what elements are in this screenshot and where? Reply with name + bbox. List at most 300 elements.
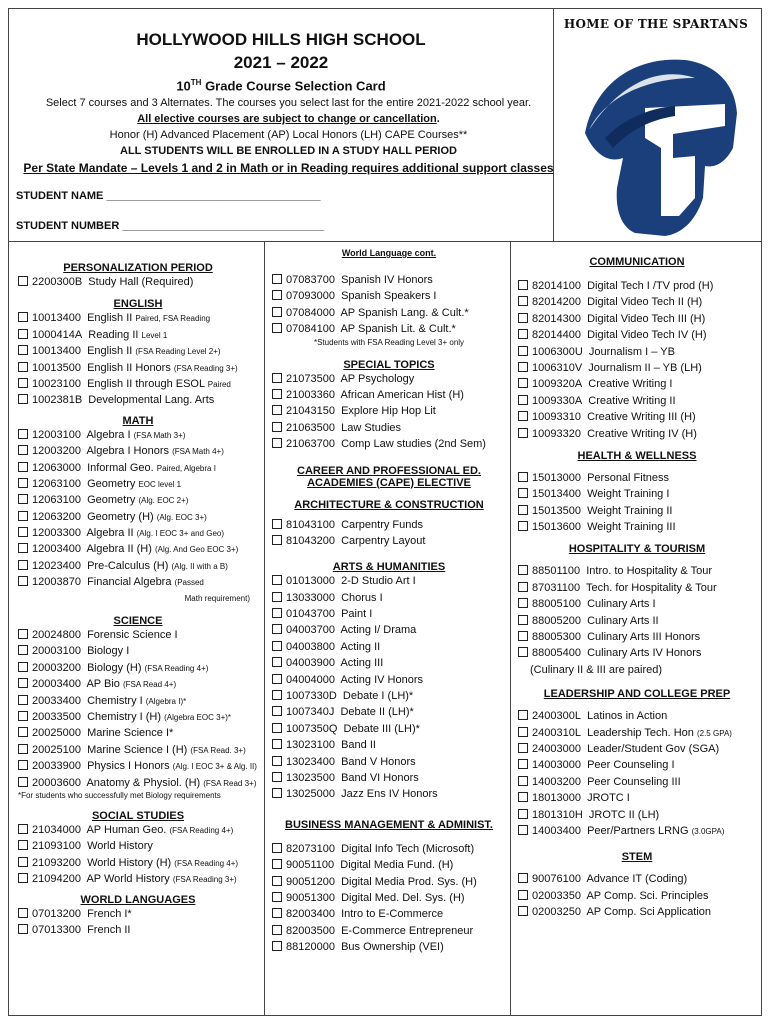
course-item[interactable] [518,823,756,839]
course-item[interactable] [18,775,258,791]
course-name: Digital Video Tech II (H) [587,296,703,309]
course-item[interactable] [18,643,258,659]
course-name: French I* [87,907,132,920]
course-name: Pre-Calculus (H) [87,559,169,572]
course-item[interactable] [518,629,756,645]
course-code: 04003700 [286,624,335,637]
checkbox[interactable] [272,739,282,749]
course-item[interactable] [518,580,756,596]
course-item[interactable] [18,574,258,590]
checkbox[interactable] [272,892,282,902]
course-name: Paint I [341,608,373,621]
course-item[interactable] [272,737,506,753]
checkbox[interactable] [272,575,282,585]
checkbox[interactable] [518,582,528,592]
checkbox[interactable] [272,519,282,529]
course-item[interactable] [518,278,756,294]
course-name: Informal Geo. [87,461,154,474]
course-item[interactable] [18,676,258,692]
checkbox[interactable] [272,405,282,415]
course-code: 12023400 [32,559,81,572]
checkbox[interactable] [272,690,282,700]
course-note: (Passed [174,578,204,588]
checkbox[interactable] [518,505,528,515]
checkbox[interactable] [18,873,28,883]
course-item[interactable] [272,622,506,638]
checkbox[interactable] [272,422,282,432]
course-item[interactable] [18,693,258,709]
checkbox[interactable] [18,629,28,639]
checkbox[interactable] [18,560,28,570]
course-item[interactable] [518,725,756,741]
checkbox[interactable] [518,727,528,737]
checkbox[interactable] [518,428,528,438]
course-item[interactable] [518,645,756,661]
checkbox[interactable] [18,645,28,655]
course-item[interactable] [272,906,506,922]
course-name: Band VI Honors [341,771,419,784]
checkbox[interactable] [272,657,282,667]
course-name: Culinary Arts IV Honors [587,647,702,660]
course-item[interactable] [18,627,258,643]
course-item[interactable] [272,387,506,403]
course-code: 20003600 [32,776,81,789]
course-item[interactable] [518,393,756,409]
course-name: Geometry [87,477,136,490]
course-item[interactable] [518,613,756,629]
course-item[interactable]: 2200300B Study Hall (Required) [18,274,258,290]
checkbox[interactable] [518,472,528,482]
course-code: 02003350 [532,889,581,902]
checkbox[interactable] [518,280,528,290]
checkbox[interactable] [518,873,528,883]
course-item[interactable] [272,939,506,955]
checkbox[interactable] [272,772,282,782]
course-item[interactable] [518,888,756,904]
checkbox[interactable] [272,290,282,300]
course-item[interactable] [272,874,506,890]
course-name: Leader/Student Gov (SGA) [587,742,720,755]
course-item[interactable] [272,923,506,939]
course-item[interactable] [18,476,258,492]
checkbox[interactable] [518,565,528,575]
checkbox[interactable] [18,276,28,286]
checkbox[interactable] [272,592,282,602]
course-item[interactable] [272,606,506,622]
course-code: 20033400 [32,694,81,707]
course-note: (FSA Reading 4+) [169,825,234,835]
checkbox[interactable] [18,543,28,553]
course-item[interactable] [272,770,506,786]
course-name: Chorus I [341,591,383,604]
checkbox[interactable] [518,825,528,835]
course-item[interactable] [272,890,506,906]
course-item[interactable] [272,420,506,436]
checkbox[interactable] [18,394,28,404]
checkbox[interactable] [518,776,528,786]
course-item[interactable] [518,563,756,579]
course-item[interactable] [18,822,258,838]
course-code: 14003200 [532,775,581,788]
course-note: (FSA Reading 3+) [172,875,237,885]
course-code: 04003800 [286,640,335,653]
course-code: 88005400 [532,647,581,660]
course-name: Marine Science I (H) [87,743,188,756]
checkbox[interactable] [272,859,282,869]
checkbox[interactable] [272,908,282,918]
course-item[interactable] [518,344,756,360]
course-item[interactable] [518,426,756,442]
course-item[interactable] [18,525,258,541]
course-item[interactable] [272,321,506,337]
course-item[interactable] [18,742,258,758]
checkbox[interactable] [272,925,282,935]
study-hall-notice: ALL STUDENTS WILL BE ENROLLED IN A STUDY HALL PERIOD [120,145,457,157]
course-item[interactable] [272,857,506,873]
course-name: Spanish Speakers I [341,290,437,303]
checkbox[interactable] [272,843,282,853]
checkbox[interactable] [18,362,28,372]
course-item[interactable] [518,757,756,773]
course-code: 13033000 [286,591,335,604]
course-name: Digital Media Prod. Sys. (H) [341,875,477,888]
course-item[interactable] [518,519,756,535]
course-name: Creative Writing IV (H) [587,427,697,440]
course-item[interactable] [518,409,756,425]
checkbox[interactable] [272,641,282,651]
checkbox[interactable] [518,906,528,916]
course-name: Debate III (LH)* [343,722,420,735]
school-name: HOLLYWOOD HILLS HIGH SCHOOL [136,30,426,49]
spartan-helmet-logo [575,38,740,238]
course-note: (Algebra EOC 3+)* [164,712,232,722]
section-title-social-studies: SOCIAL STUDIES [91,809,185,822]
checkbox[interactable] [272,307,282,317]
checkbox[interactable] [272,535,282,545]
checkbox[interactable] [518,378,528,388]
course-item[interactable] [518,807,756,823]
course-item[interactable] [518,871,756,887]
column-divider-2 [510,241,511,1016]
checkbox[interactable] [518,329,528,339]
section-title-arts: ARTS & HUMANITIES [332,561,446,574]
course-item[interactable] [18,360,258,376]
course-code: 14003400 [532,824,581,837]
checkbox[interactable] [518,710,528,720]
checkbox[interactable] [18,329,28,339]
checkbox[interactable] [18,527,28,537]
course-item[interactable] [18,327,258,343]
course-item[interactable] [272,305,506,321]
course-item[interactable] [272,517,506,533]
course-code: 10013400 [32,312,81,325]
course-item[interactable] [18,855,258,871]
checkbox[interactable] [272,876,282,886]
course-item[interactable] [18,871,258,887]
course-item[interactable] [272,655,506,671]
course-name: English II Honors [87,361,171,374]
section-title-english: ENGLISH [113,298,163,311]
course-item[interactable] [518,503,756,519]
course-item[interactable] [272,754,506,770]
checkbox[interactable] [18,312,28,322]
course-note: Level 1 [141,330,168,340]
checkbox[interactable] [18,494,28,504]
course-name: Digital Video Tech III (H) [587,312,706,325]
checkbox[interactable] [272,756,282,766]
section-title-cape: CAREER AND PROFESSIONAL ED. ACADEMIES (CAPE) ELECTIVE [297,464,481,489]
course-item[interactable] [272,533,506,549]
checkbox[interactable] [18,445,28,455]
course-code: 82073100 [286,842,335,855]
checkbox[interactable] [518,631,528,641]
checkbox[interactable] [18,511,28,521]
checkbox[interactable] [272,706,282,716]
checkbox[interactable] [18,478,28,488]
course-name: E-Commerce Entrepreneur [341,924,474,937]
course-name: Biology I [87,645,130,658]
checkbox[interactable] [272,323,282,333]
course-code: 13023500 [286,771,335,784]
course-item[interactable] [518,327,756,343]
checkbox[interactable] [272,389,282,399]
course-code: 04004000 [286,673,335,686]
course-code: 12063200 [32,510,81,523]
checkbox[interactable] [272,674,282,684]
checkbox[interactable] [272,373,282,383]
checkbox[interactable] [518,792,528,802]
course-item[interactable] [18,709,258,725]
course-name: AP Comp. Sci. Principles [586,889,709,902]
course-code: 10093310 [532,411,581,424]
course-item[interactable] [272,841,506,857]
course-name: Physics I Honors [87,760,170,773]
student-name-field[interactable]: STUDENT NAME ___________________________________ [16,190,321,202]
checkbox[interactable] [518,743,528,753]
course-item[interactable] [18,376,258,392]
course-item[interactable] [518,708,756,724]
checkbox[interactable] [518,296,528,306]
course-note: (Alg. EOC 2+) [138,496,189,506]
course-code: 21093100 [32,840,81,853]
checkbox[interactable] [518,598,528,608]
checkbox[interactable] [18,727,28,737]
course-note: Paired, Algebra I [156,463,216,473]
section-title-stem: STEM [621,851,653,864]
course-note: (Alg. I EOC 3+ & Alg. II) [172,762,257,772]
course-item[interactable] [18,460,258,476]
course-name: AP Psychology [340,372,415,385]
course-name: Acting III [340,657,384,670]
checkbox[interactable] [518,890,528,900]
checkbox[interactable] [272,788,282,798]
course-name: Creative Writing I [588,378,673,391]
column-core [18,248,258,938]
checkbox[interactable] [272,624,282,634]
checkbox[interactable] [18,840,28,850]
course-item[interactable] [272,288,506,304]
course-note: (FSA Math 4+) [172,447,224,457]
course-item[interactable] [18,758,258,774]
checkbox[interactable] [518,411,528,421]
checkbox[interactable] [18,462,28,472]
course-item[interactable] [518,596,756,612]
checkbox[interactable] [272,438,282,448]
course-name: Latinos in Action [587,710,668,723]
section-title-math: MATH [122,414,154,427]
checkbox[interactable] [518,521,528,531]
course-item[interactable] [18,392,258,408]
world-language-footnote: *Students with FSA Reading Level 3+ only [313,337,465,347]
course-code: 15013400 [532,488,581,501]
course-code: 10013500 [32,361,81,374]
course-code: 24003000 [532,742,581,755]
section-title-world-language-cont: World Language cont. [341,248,437,258]
course-item[interactable] [272,272,506,288]
checkbox[interactable] [272,274,282,284]
checkbox[interactable] [18,576,28,586]
checkbox[interactable] [518,395,528,405]
checkbox[interactable] [18,908,28,918]
course-code: 82014200 [532,296,581,309]
course-name: Spanish IV Honors [341,274,433,286]
course-item[interactable] [18,725,258,741]
course-code: 82003400 [286,908,335,921]
course-item[interactable] [18,838,258,854]
course-name: Acting IV Honors [340,673,424,686]
course-name: French II [87,923,131,936]
checkbox[interactable] [18,711,28,721]
course-name: Leadership Tech. Hon [587,726,694,739]
change-notice: All elective courses are subject to change or cancellation. [137,113,440,125]
course-item[interactable] [272,704,506,720]
course-item[interactable] [272,672,506,688]
course-item[interactable] [272,639,506,655]
checkbox[interactable] [18,378,28,388]
checkbox[interactable] [18,662,28,672]
course-item[interactable] [18,492,258,508]
course-item[interactable] [518,790,756,806]
course-name: Geometry [87,494,136,507]
course-code: 10023100 [32,377,81,390]
checkbox[interactable] [18,744,28,754]
course-name: Algebra II [86,527,134,540]
course-item[interactable] [518,311,756,327]
course-item[interactable] [272,590,506,606]
course-code: 15013000 [532,471,581,484]
course-item[interactable] [272,721,506,737]
course-code: 21093200 [32,856,81,869]
course-code: 12063000 [32,461,81,474]
course-item[interactable] [18,906,258,922]
course-name: Creative Writing III (H) [587,411,696,424]
checkbox[interactable] [18,429,28,439]
course-item[interactable] [18,558,258,574]
checkbox[interactable] [518,346,528,356]
course-code: 1006310V [532,361,583,374]
student-number-field[interactable]: STUDENT NUMBER _________________________________ [16,220,325,232]
course-item[interactable] [18,922,258,938]
course-item[interactable] [518,294,756,310]
course-item[interactable] [518,741,756,757]
checkbox[interactable] [518,488,528,498]
checkbox[interactable] [18,695,28,705]
course-code: 12003100 [32,428,81,441]
course-note: (FSA Read 4+) [122,680,177,690]
checkbox[interactable] [272,608,282,618]
course-item[interactable] [272,436,506,452]
course-code: 07013300 [32,923,81,936]
checkbox[interactable] [272,941,282,951]
course-name: English II through ESOL [87,377,205,390]
course-item[interactable] [518,774,756,790]
course-item[interactable] [272,573,506,589]
course-item[interactable] [518,486,756,502]
checkbox[interactable] [18,857,28,867]
course-item[interactable] [18,509,258,525]
course-name: Financial Algebra [87,576,172,589]
course-item[interactable] [272,786,506,802]
course-item[interactable] [518,470,756,486]
course-name: Digital Info Tech (Microsoft) [341,842,475,855]
course-name: Band V Honors [341,755,416,768]
checkbox[interactable] [518,647,528,657]
course-code: 1801310H [532,808,583,821]
course-item[interactable] [518,376,756,392]
checkbox[interactable] [18,924,28,934]
course-code: 15013600 [532,521,581,534]
course-name: Debate I (LH)* [342,690,414,703]
course-note: (2.5 GPA) [696,728,732,738]
course-note: (Alg. II with a B) [171,561,228,571]
checkbox[interactable] [518,809,528,819]
checkbox[interactable] [518,313,528,323]
course-item[interactable] [272,688,506,704]
course-name: Developmental Lang. Arts [88,394,215,407]
course-item[interactable] [18,427,258,443]
course-item[interactable] [272,403,506,419]
checkbox[interactable] [18,824,28,834]
checkbox[interactable] [18,777,28,787]
checkbox[interactable] [272,723,282,733]
course-code: 2400300L [532,710,581,723]
course-item[interactable] [18,660,258,676]
checkbox[interactable] [18,345,28,355]
course-item[interactable] [518,360,756,376]
course-code: 14003000 [532,759,581,772]
course-note: Paired, FSA Reading [135,314,211,324]
course-name: Digital Med. Del. Sys. (H) [341,891,465,904]
checkbox[interactable] [518,615,528,625]
course-item[interactable] [18,541,258,557]
course-item[interactable] [518,904,756,920]
course-code: 1002381B [32,394,83,407]
course-name: Anatomy & Physiol. (H) [86,776,201,789]
course-item[interactable] [272,371,506,387]
course-item[interactable] [18,443,258,459]
checkbox[interactable] [518,759,528,769]
course-code: 2400310L [532,726,581,739]
checkbox[interactable] [18,760,28,770]
course-item[interactable] [18,343,258,359]
checkbox[interactable] [18,678,28,688]
checkbox[interactable] [518,362,528,372]
course-item[interactable] [18,310,258,326]
course-code: 1006300U [532,345,583,358]
course-code: 20003200 [32,661,81,674]
course-note: (Alg. EOC 3+) [156,512,207,522]
course-name: Culinary Arts III Honors [587,631,701,644]
